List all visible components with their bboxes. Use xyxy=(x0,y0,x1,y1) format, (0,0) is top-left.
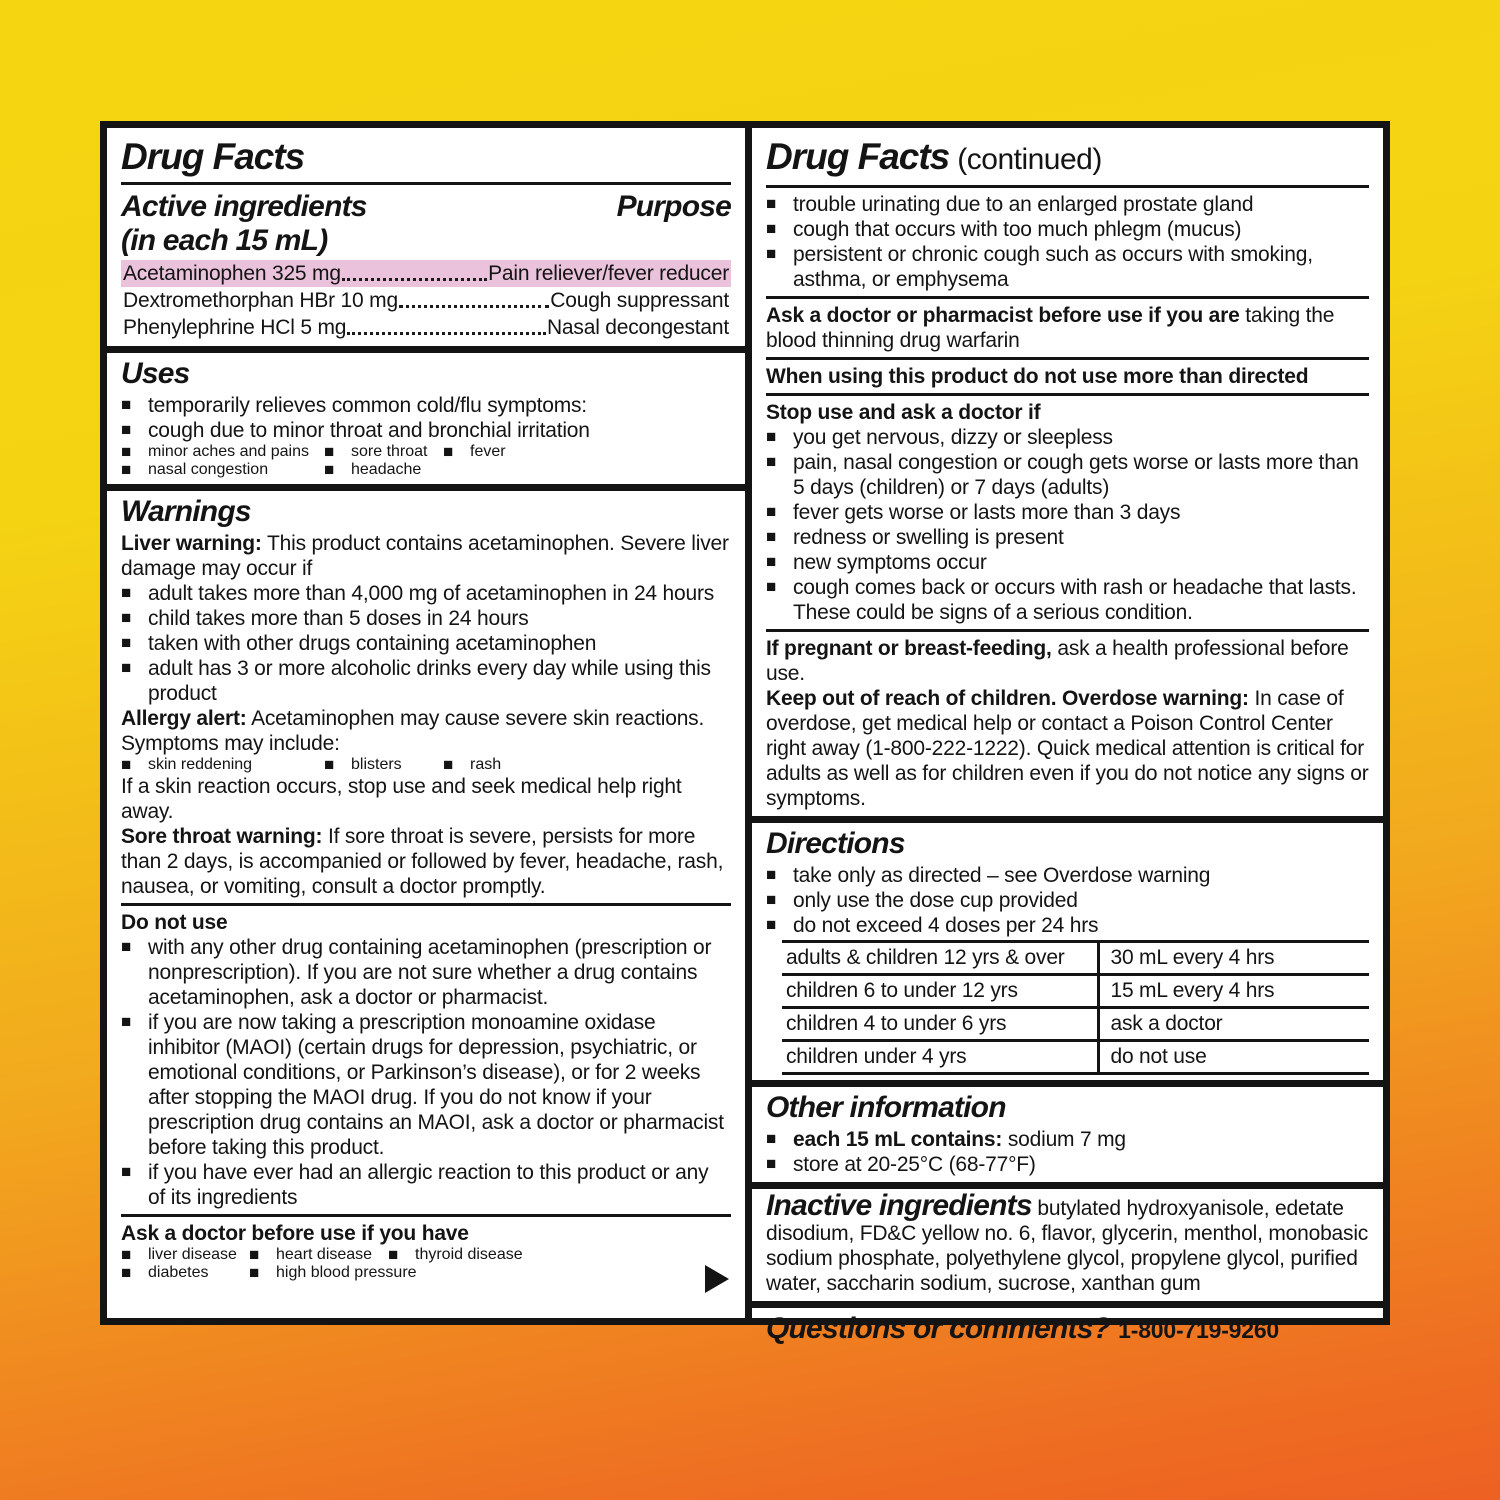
uses-item: ■ temporarily relieves common cold/flu symptoms: xyxy=(121,393,731,418)
section-questions xyxy=(766,1312,1369,1346)
inactive-ingredients: Inactive ingredients butylated hydroxyanisole, edetate disodium, FD&C yellow no. 6, flavor, glycerin, menthol, monobasic sodium phosphate, polyethylene glycol, propylene glycol, purified water, saccharin sodium, sucrose, xanthan gum xyxy=(766,1189,1369,1295)
ask-doctor-grid-row-2 xyxy=(121,1264,731,1282)
divider-rule xyxy=(121,1214,731,1217)
condition-item: ■ trouble urinating due to an enlarged prostate gland xyxy=(766,192,1369,217)
ingredient-name: Dextromethorphan HBr 10 mg xyxy=(123,289,398,312)
section-active-ingredients xyxy=(121,189,731,341)
inactive-ingredients-heading: Inactive ingredients xyxy=(766,1189,1032,1222)
liver-warning-item: ■ child takes more than 5 doses in 24 hours xyxy=(121,606,731,631)
questions-heading: Questions or comments? xyxy=(766,1312,1111,1345)
divider-rule xyxy=(766,185,1369,188)
do-not-use-heading: Do not use xyxy=(121,911,228,934)
allergy-item: ■ rash xyxy=(443,756,501,774)
allergy-item: ■ blisters xyxy=(324,756,443,774)
section-bar xyxy=(752,1080,1383,1087)
uses-item: ■ headache xyxy=(324,461,421,479)
ingredient-purpose: Pain reliever/fever reducer xyxy=(488,262,729,285)
stop-use-item: ■ pain, nasal congestion or cough gets worse or lasts more than 5 days (children) or 7 days (adults) xyxy=(766,450,1369,500)
ingredient-name: Acetaminophen 325 mg xyxy=(123,262,341,285)
ingredient-row-acetaminophen xyxy=(121,260,731,287)
section-bar xyxy=(107,484,745,491)
active-ingredients-heading: Active ingredients (in each 15 mL) xyxy=(121,190,367,257)
dot-leader xyxy=(399,305,549,308)
section-continued-conditions xyxy=(766,192,1369,292)
left-column xyxy=(107,128,745,1318)
ingredient-purpose: Nasal decongestant xyxy=(546,316,729,339)
dose-cell: ask a doctor xyxy=(1099,1008,1369,1041)
dot-leader xyxy=(342,278,487,281)
section-directions xyxy=(766,827,1369,1075)
uses-grid-row-1 xyxy=(121,443,731,461)
section-bar xyxy=(752,1301,1383,1308)
uses-grid-row-2 xyxy=(121,461,731,479)
age-group-cell: children 4 to under 6 yrs xyxy=(782,1008,1099,1041)
condition-item: ■ persistent or chronic cough such as occurs with smoking, asthma, or emphysema xyxy=(766,242,1369,292)
stop-use-item: ■ fever gets worse or lasts more than 3 days xyxy=(766,500,1369,525)
liver-warning: Liver warning: This product contains acetaminophen. Severe liver damage may occur if xyxy=(121,532,729,580)
do-not-use-item: ■ if you have ever had an allergic reaction to this product or any of its ingredients xyxy=(121,1160,731,1210)
age-group-cell: children under 4 yrs xyxy=(782,1041,1099,1074)
stop-use-item: ■ cough comes back or occurs with rash or headache that lasts. These could be signs of a serious condition. xyxy=(766,575,1369,625)
stop-use-item: ■ new symptoms occur xyxy=(766,550,1369,575)
dot-leader xyxy=(347,332,546,335)
uses-heading: Uses xyxy=(121,357,190,390)
table-row xyxy=(782,1008,1369,1041)
section-warnings xyxy=(121,495,731,899)
condition-item: ■ cough that occurs with too much phlegm (mucus) xyxy=(766,217,1369,242)
condition-item: ■ high blood pressure xyxy=(249,1264,417,1282)
section-inactive-ingredients xyxy=(766,1189,1369,1296)
section-bar xyxy=(107,346,745,353)
ask-doctor-grid-row-1 xyxy=(121,1246,731,1264)
do-not-use-item: ■ with any other drug containing acetaminophen (prescription or nonprescription). If you are not sure whether a drug contains acetaminophen, ask a doctor or pharmacist. xyxy=(121,935,731,1010)
continued-label: (continued) xyxy=(957,143,1102,176)
ingredient-name: Phenylephrine HCl 5 mg xyxy=(123,316,347,339)
column-divider xyxy=(745,128,752,1318)
ask-doctor-heading: Ask a doctor before use if you have xyxy=(121,1222,469,1245)
uses-item: ■ sore throat xyxy=(324,443,443,461)
pregnancy-note: If pregnant or breast-feeding, ask a health professional before use. xyxy=(766,637,1349,685)
directions-item: ■ do not exceed 4 doses per 24 hrs xyxy=(766,913,1369,938)
section-other-information xyxy=(766,1091,1369,1177)
overdose-warning: Keep out of reach of children. Overdose warning: In case of overdose, get medical help or contact a Poison Control Center right away (1-800-222-1222). Quick medical attention is critical for adults as well as for children even if you do not notice any signs or symptoms. xyxy=(766,687,1369,810)
when-using-note: When using this product do not use more than directed xyxy=(766,365,1309,388)
page-title: Drug Facts xyxy=(121,136,305,177)
condition-item: ■ diabetes xyxy=(121,1264,249,1282)
dose-cell: 30 mL every 4 hrs xyxy=(1099,942,1369,975)
continued-arrow-icon xyxy=(705,1265,729,1293)
page-title-continued: Drug Facts (continued) xyxy=(766,136,1102,177)
section-ask-doctor xyxy=(121,1221,731,1282)
table-row xyxy=(782,975,1369,1008)
ingredient-row-dextromethorphan xyxy=(121,287,731,314)
section-do-not-use xyxy=(121,910,731,1210)
divider-rule xyxy=(766,296,1369,299)
divider-rule xyxy=(121,182,731,185)
ingredient-row-phenylephrine xyxy=(121,314,731,341)
directions-item: ■ take only as directed – see Overdose warning xyxy=(766,863,1369,888)
uses-item: ■ fever xyxy=(443,443,506,461)
allergy-item: ■ skin reddening xyxy=(121,756,324,774)
section-pregnancy-overdose xyxy=(766,636,1369,811)
ask-pharmacist-note: Ask a doctor or pharmacist before use if you are taking the blood thinning drug warfarin xyxy=(766,304,1335,352)
divider-rule xyxy=(766,357,1369,360)
liver-warning-item: ■ adult takes more than 4,000 mg of acetaminophen in 24 hours xyxy=(121,581,731,606)
condition-item: ■ thyroid disease xyxy=(388,1246,523,1264)
do-not-use-item: ■ if you are now taking a prescription monoamine oxidase inhibitor (MAOI) (certain drugs for depression, psychiatric, or emotional conditions, or Parkinson’s disease), or for 2 weeks after stopping the MAOI drug. If you do not know if your prescription drug contains an MAOI, ask a doctor or pharmacist before taking this product. xyxy=(121,1010,731,1160)
section-bar xyxy=(752,816,1383,823)
divider-rule xyxy=(766,629,1369,632)
condition-item: ■ liver disease xyxy=(121,1246,249,1264)
other-info-item: ■ each 15 mL contains: sodium 7 mg xyxy=(766,1127,1369,1152)
uses-item: ■ cough due to minor throat and bronchial irritation xyxy=(121,418,731,443)
divider-rule xyxy=(121,903,731,906)
age-group-cell: children 6 to under 12 yrs xyxy=(782,975,1099,1008)
section-stop-use xyxy=(766,400,1369,625)
warnings-heading: Warnings xyxy=(121,495,251,528)
section-uses xyxy=(121,357,731,479)
other-information-heading: Other information xyxy=(766,1091,1006,1124)
drug-facts-panel xyxy=(100,121,1390,1345)
liver-warning-item: ■ taken with other drugs containing acetaminophen xyxy=(121,631,731,656)
purpose-heading: Purpose xyxy=(616,190,731,223)
directions-item: ■ only use the dose cup provided xyxy=(766,888,1369,913)
dosage-table xyxy=(782,940,1369,1075)
age-group-cell: adults & children 12 yrs & over xyxy=(782,942,1099,975)
condition-item: ■ heart disease xyxy=(249,1246,388,1264)
table-row xyxy=(782,1041,1369,1074)
phone-number: 1-800-719-9260 xyxy=(1118,1317,1280,1343)
allergy-alert: Allergy alert: Acetaminophen may cause severe skin reactions. Symptoms may include: xyxy=(121,707,705,755)
stop-use-item: ■ you get nervous, dizzy or sleepless xyxy=(766,425,1369,450)
directions-heading: Directions xyxy=(766,827,905,860)
stop-use-item: ■ redness or swelling is present xyxy=(766,525,1369,550)
dose-cell: 15 mL every 4 hrs xyxy=(1099,975,1369,1008)
right-column xyxy=(752,128,1383,1345)
divider-rule xyxy=(766,393,1369,396)
uses-item: ■ nasal congestion xyxy=(121,461,324,479)
uses-item: ■ minor aches and pains xyxy=(121,443,324,461)
stop-use-heading: Stop use and ask a doctor if xyxy=(766,401,1041,424)
other-info-item: ■ store at 20-25°C (68-77°F) xyxy=(766,1152,1369,1177)
liver-warning-item: ■ adult has 3 or more alcoholic drinks every day while using this product xyxy=(121,656,731,706)
dose-cell: do not use xyxy=(1099,1041,1369,1074)
sore-throat-warning: Sore throat warning: If sore throat is severe, persists for more than 2 days, is accompanied or followed by fever, headache, rash, nausea, or vomiting, consult a doctor promptly. xyxy=(121,825,724,898)
skin-reaction-note: If a skin reaction occurs, stop use and seek medical help right away. xyxy=(121,775,682,823)
allergy-alert-items xyxy=(121,756,731,774)
table-row xyxy=(782,942,1369,975)
section-bar xyxy=(752,1182,1383,1189)
ingredient-purpose: Cough suppressant xyxy=(550,289,729,312)
